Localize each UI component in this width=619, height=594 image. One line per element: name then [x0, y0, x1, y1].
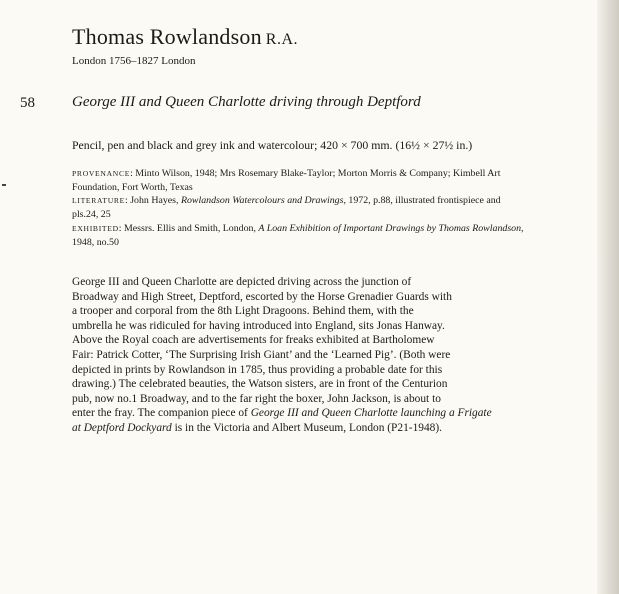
description-line: drawing.) The celebrated beauties, the Watson sisters, are in front of the Centurion: [72, 378, 448, 391]
description-line: [72, 421, 534, 436]
artist-name: Thomas Rowlandson: [72, 24, 262, 49]
provenance-label: PROVENANCE: [72, 169, 131, 178]
catalogue-metadata: [72, 167, 527, 249]
companion-title-continued: at Deptford Dockyard: [72, 421, 172, 434]
artist-dates: London 1756–1827 London: [72, 55, 196, 67]
work-title: George III and Queen Charlotte driving through Deptford: [72, 94, 421, 110]
medium-dimensions: Pencil, pen and black and grey ink and watercolour; 420 × 700 mm. (16½ × 27½ in.): [72, 138, 473, 152]
description-text: enter the fray. The companion piece of: [72, 407, 251, 420]
exhibited-entry: [72, 222, 527, 249]
description-line: a trooper and corporal from the 8th Light Dragoons. Behind them, with the: [72, 305, 414, 318]
description-line: umbrella he was ridiculed for having introduced into England, sits Jonas Hanway.: [72, 319, 445, 332]
description-paragraph: [72, 275, 534, 436]
description-line: pub, now no.1 Broadway, and to the far right the boxer, John Jackson, is about to: [72, 392, 441, 405]
description-line: Above the Royal coach are advertisements for freaks exhibited at Bartholomew: [72, 334, 435, 347]
literature-author: : John Hayes,: [124, 195, 181, 207]
exhibited-venue: : Messrs. Ellis and Smith, London,: [118, 222, 259, 234]
description-line: Broadway and High Street, Deptford, escorted by the Horse Grenadier Guards with: [72, 290, 452, 303]
description-line: [72, 406, 534, 421]
literature-entry: [72, 194, 527, 221]
margin-mark: [2, 184, 6, 186]
description-line: George III and Queen Charlotte are depicted driving across the junction of: [72, 276, 412, 288]
description-text: is in the Victoria and Albert Museum, London (P21-1948).: [171, 421, 442, 434]
literature-label: LITERATURE: [72, 196, 125, 206]
catalogue-number: 58: [20, 95, 35, 111]
artist-honour: R.A.: [265, 31, 299, 48]
exhibited-details: , 1948, no.50: [72, 222, 524, 248]
exhibition-title: A Loan Exhibition of Important Drawings by Thomas Rowlandson: [258, 222, 522, 234]
artist-heading: [72, 24, 298, 50]
provenance-text: : Minto Wilson, 1948; Mrs Rosemary Blake-Taylor; Morton Morris & Company; Kimbell Art Foundation, Fort Worth, Texas: [72, 168, 501, 193]
description-line: depicted in prints by Rowlandson in 1785, thus providing a probable date for this: [72, 363, 443, 376]
description-line: Fair: Patrick Cotter, ‘The Surprising Irish Giant’ and the ‘Learned Pig’. (Both were: [72, 348, 451, 361]
companion-title: George III and Queen Charlotte launching a Frigate: [250, 407, 492, 420]
literature-details: , 1972, p.88, illustrated frontispiece and pls.24, 25: [72, 195, 501, 221]
exhibited-label: EXHIBITED: [72, 223, 119, 233]
page-gutter-shadow: [597, 0, 619, 594]
provenance-entry: [72, 167, 527, 194]
literature-book-title: Rowlandson Watercolours and Drawings: [180, 195, 344, 207]
